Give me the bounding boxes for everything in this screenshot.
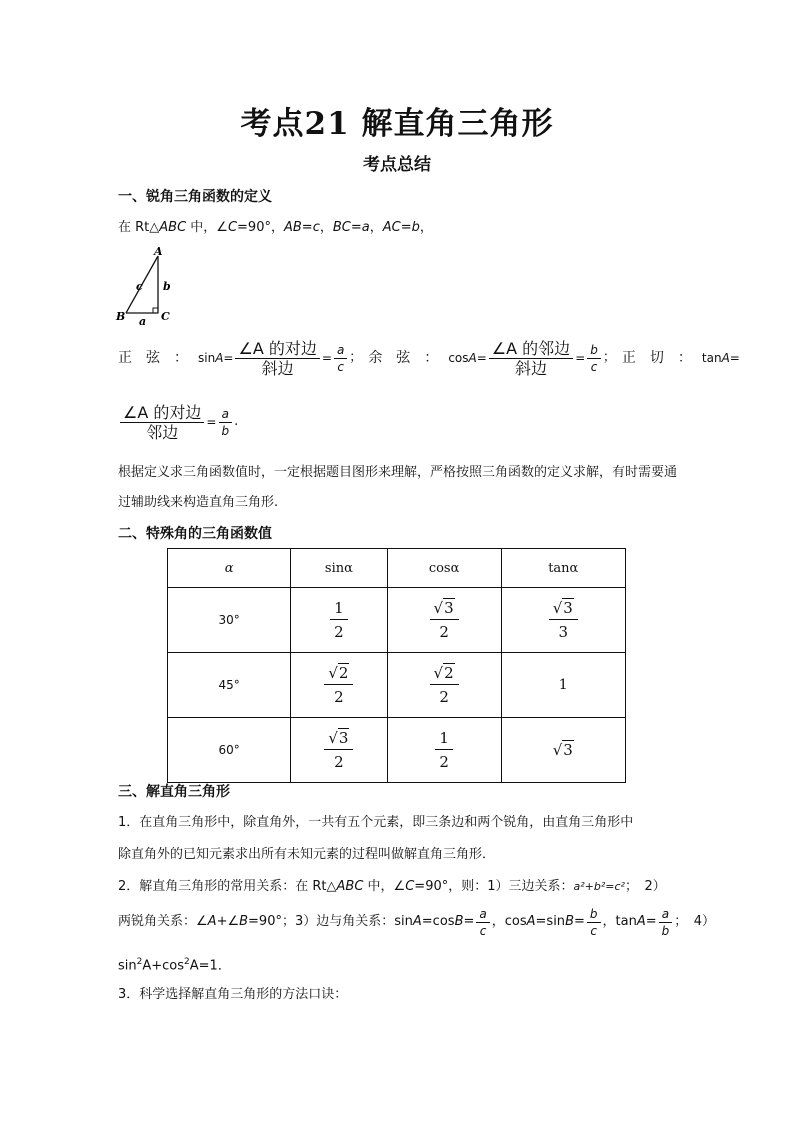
header-tan: tanα bbox=[501, 549, 625, 588]
cosine-letter-fraction: $\frac{b}{c}$ bbox=[587, 343, 601, 374]
section2-heading: 二、特殊角的三角函数值 bbox=[118, 526, 272, 542]
page-subtitle: 考点总结 bbox=[363, 155, 431, 175]
trig-definitions-line: 正 弦 ： sinA= $\frac{\text{∠A 的对边}}{\text{斜边}}$ = $\frac{a}{c}$ ； 余 弦 ： cosA= $\frac{\text{∠A 的邻边}}{\text{斜边}}$ = $\frac{b}{c}$ ； 正 切 ： tanA= bbox=[118, 338, 740, 378]
section3-p1-line1: 1．在直角三角形中，除直角外，一共有五个元素，即三条边和两个锐角，由直角三角形中 bbox=[118, 815, 634, 830]
table-header-row bbox=[168, 549, 626, 588]
sine-letter-fraction: $\frac{a}{c}$ bbox=[334, 343, 347, 374]
section3-p3: 3．科学选择解直角三角形的方法口诀： bbox=[118, 987, 348, 1002]
angle-45: 45° bbox=[168, 653, 291, 718]
cos-45: √ 2 2 bbox=[387, 653, 501, 718]
tan-30: √ 3 3 bbox=[501, 588, 625, 653]
sine-word-fraction: $\frac{\text{∠A 的对边}}{\text{斜边}}$ bbox=[235, 340, 319, 377]
right-angle-mark bbox=[153, 308, 158, 313]
sin-45: √ 2 2 bbox=[291, 653, 388, 718]
tangent-fraction-line: $\frac{\text{∠A 的对边}}{\text{邻边}}$ = $\frac{a}{b}$ . bbox=[118, 400, 238, 444]
page-title: 考点21 解直角三角形 bbox=[240, 106, 554, 142]
section3-heading: 三、解直角三角形 bbox=[118, 784, 230, 800]
angle-30: 30° bbox=[168, 588, 291, 653]
section3-p2-line1: 2．解直角三角形的常用关系：在 Rt△ABC 中，∠C=90°，则：1）三边关系：a²+b²=c²； 2） bbox=[118, 879, 666, 894]
sin-60: √ 3 2 bbox=[291, 718, 388, 783]
side-c-label: c bbox=[136, 280, 143, 293]
special-angles-table bbox=[167, 548, 626, 783]
cosine-word-fraction: $\frac{\text{∠A 的邻边}}{\text{斜边}}$ bbox=[489, 340, 573, 377]
right-triangle-figure bbox=[112, 246, 182, 328]
angle-60: 60° bbox=[168, 718, 291, 783]
tan-45: 1 bbox=[501, 653, 625, 718]
table-row-60 bbox=[168, 718, 626, 783]
section3-p1-line2: 除直角外的已知元素求出所有未知元素的过程叫做解直角三角形． bbox=[118, 847, 496, 862]
section3-p2-line2: 两锐角关系：∠ A +∠ B =90°；3）边与角关系：sin A =cos B = $\frac{a}{c}$ ，cos A =sin B = $\frac{b}{c}$ ，tan A = $\frac{a}{b}$ ； 4） bbox=[118, 906, 716, 938]
header-cos: cosα bbox=[387, 549, 501, 588]
cos-30: √ 3 2 bbox=[387, 588, 501, 653]
sin-30: $\frac{1}{2}$ bbox=[291, 588, 388, 653]
tangent-letter-fraction: $\frac{a}{b}$ bbox=[218, 407, 232, 438]
vertex-a-label: A bbox=[154, 246, 163, 258]
table-row-30 bbox=[168, 588, 626, 653]
table-row-45 bbox=[168, 653, 626, 718]
cos-60: $\frac{1}{2}$ bbox=[387, 718, 501, 783]
section1-heading: 一、锐角三角函数的定义 bbox=[118, 189, 272, 205]
section1-intro: 在 Rt△ABC 中，∠C=90°，AB=c，BC=a，AC=b， bbox=[118, 220, 433, 235]
section1-note: 根据定义求三角函数值时，一定根据题目图形来理解，严格按照三角函数的定义求解，有时需要通过辅助线来构造直角三角形. bbox=[118, 465, 678, 510]
side-b-label: b bbox=[163, 280, 171, 293]
side-a-label: a bbox=[139, 315, 147, 328]
header-sin: sinα bbox=[291, 549, 388, 588]
tangent-word-fraction: $\frac{\text{∠A 的对边}}{\text{邻边}}$ bbox=[120, 404, 204, 441]
tan-60: √ 3 bbox=[501, 718, 625, 783]
vertex-b-label: B bbox=[116, 310, 126, 323]
header-alpha: α bbox=[168, 549, 291, 588]
section3-p2-line3: $\sin^2A+\cos^2A=1$． bbox=[118, 957, 231, 974]
vertex-c-label: C bbox=[161, 310, 170, 323]
